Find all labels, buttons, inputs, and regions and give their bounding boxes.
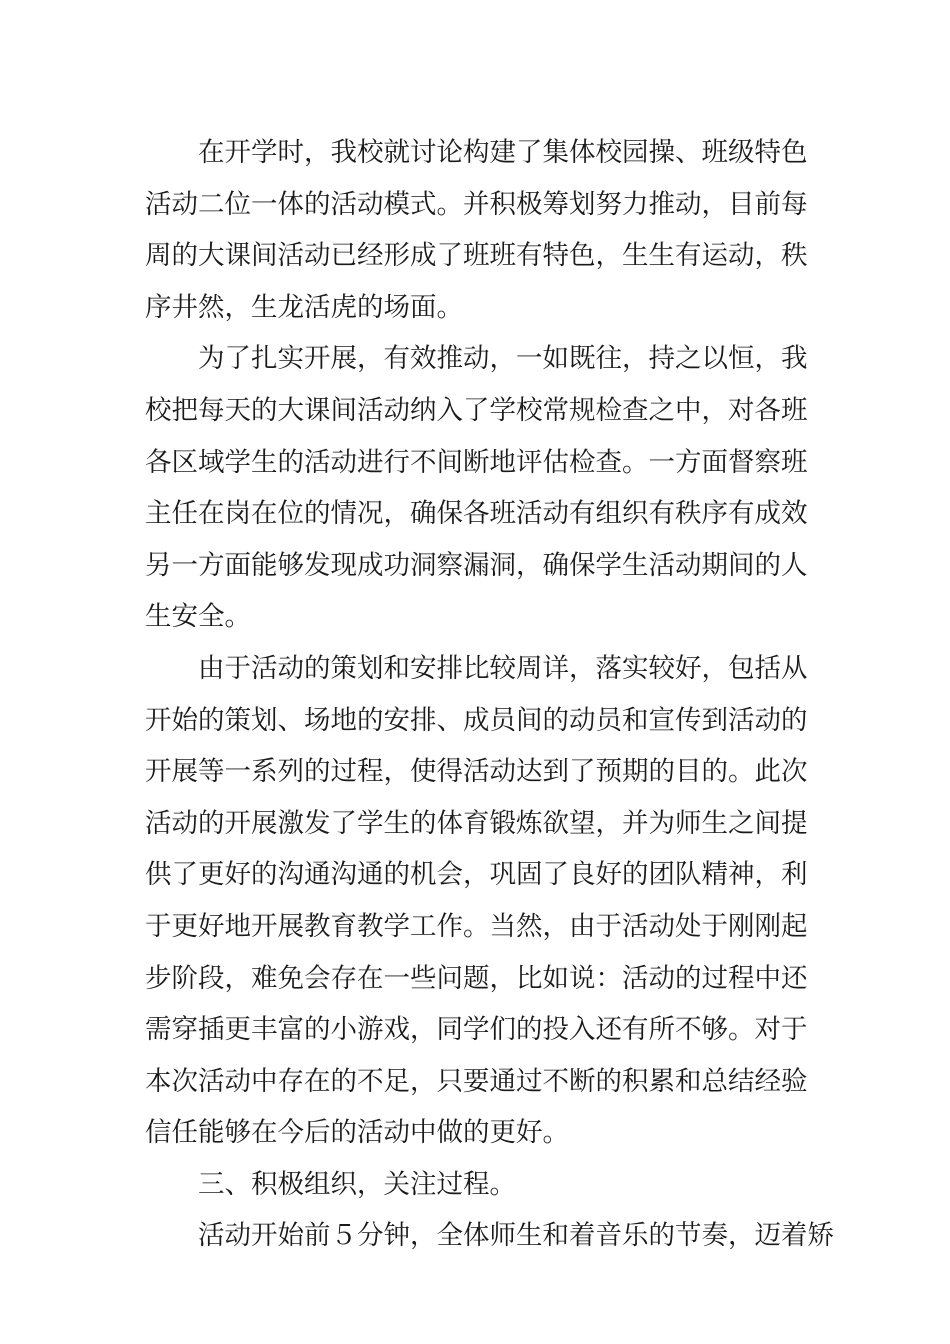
text-line: 开始的策划、场地的安排、成员间的动员和宣传到活动的 [145, 704, 808, 736]
text-line: 活动的开展激发了学生的体育锻炼欲望，并为师生之间提 [145, 807, 808, 839]
text-line: 各区域学生的活动进行不间断地评估检查。一方面督察班 [145, 446, 808, 478]
text-line: 周的大课间活动已经形成了班班有特色，生生有运动，秩 [145, 240, 808, 272]
text-line: 需穿插更丰富的小游戏，同学们的投入还有所不够。对于 [145, 1014, 808, 1046]
text-line: 活动开始前５分钟，全体师生和着音乐的节奏，迈着矫 [198, 1220, 834, 1252]
text-line: 步阶段，难免会存在一些问题，比如说：活动的过程中还 [145, 962, 808, 994]
paragraph [145, 643, 807, 1159]
text-line: 本次活动中存在的不足，只要通过不断的积累和总结经验 [145, 1065, 808, 1097]
text-line: 开展等一系列的过程，使得活动达到了预期的目的。此次 [145, 756, 808, 788]
paragraph [145, 333, 807, 643]
text-line: 在开学时，我校就讨论构建了集体校园操、班级特色 [198, 137, 808, 168]
text-line: 由于活动的策划和安排比较周详，落实较好，包括从 [198, 652, 808, 684]
text-line: 信任能够在今后的活动中做的更好。 [145, 1117, 569, 1149]
text-line: 为了扎实开展，有效推动，一如既往，持之以恒，我 [198, 343, 808, 375]
paragraph [145, 127, 807, 333]
text-line: 生安全。 [145, 601, 251, 633]
paragraph [145, 1210, 834, 1262]
section-heading [145, 1159, 807, 1211]
text-line: 供了更好的沟通沟通的机会，巩固了良好的团队精神，利 [145, 859, 808, 891]
text-line: 校把每天的大课间活动纳入了学校常规检查之中，对各班 [145, 394, 808, 426]
document-body [145, 127, 834, 1262]
text-line: 于更好地开展教育教学工作。当然，由于活动处于刚刚起 [145, 910, 808, 942]
text-line: 三、积极组织，关注过程。 [198, 1168, 516, 1200]
text-line: 另一方面能够发现成功洞察漏洞，确保学生活动期间的人 [145, 549, 808, 581]
text-line: 序井然，生龙活虎的场面。 [145, 291, 463, 323]
text-line: 活动二位一体的活动模式。并积极筹划努力推动，目前每 [145, 188, 808, 220]
text-line: 主任在岗在位的情况，确保各班活动有组织有秩序有成效 [145, 498, 808, 530]
